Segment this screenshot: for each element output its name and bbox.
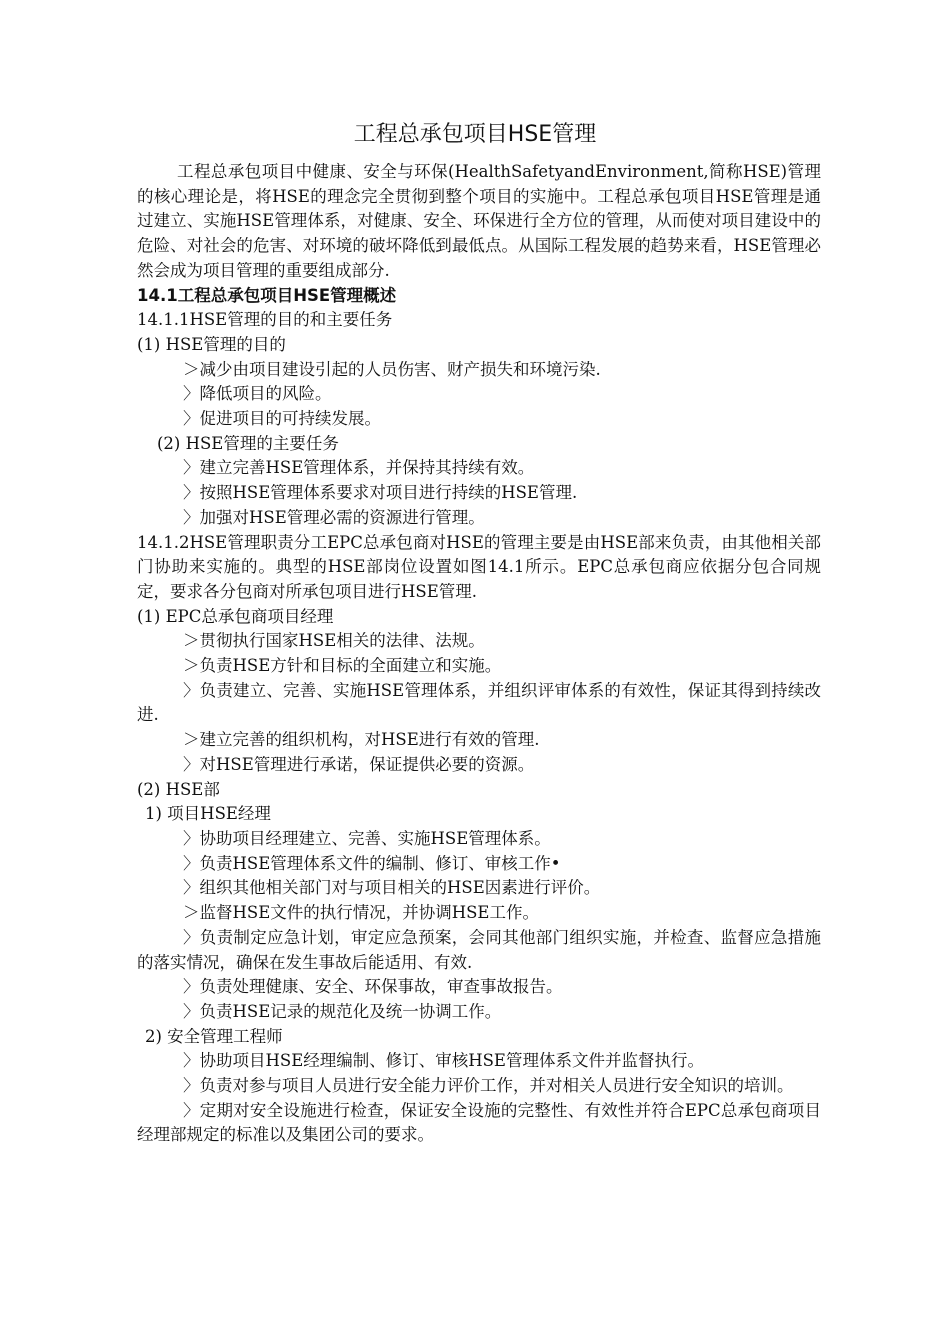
bullet-item: ＞贯彻执行国家HSE相关的法律、法规。 [183, 631, 485, 651]
bullet-item: 〉建立完善HSE管理体系，并保持其持续有效。 [183, 458, 535, 478]
bullet-item: 〉负责建立、完善、实施HSE管理体系，并组织评审体系的有效性，保证其得到持续改进. [137, 680, 821, 725]
bullet-item: 〉负责对参与项目人员进行安全能力评价工作，并对相关人员进行安全知识的培训。 [183, 1076, 794, 1096]
bullet-item: 〉负责HSE记录的规范化及统一协调工作。 [183, 1001, 502, 1021]
role-heading: 1) 项目HSE经理 [145, 804, 271, 824]
list-heading: (2) HSE部 [137, 779, 220, 799]
subsection-heading: 14.1.1HSE管理的目的和主要任务 [137, 310, 393, 330]
list-heading: (1) HSE管理的目的 [137, 334, 286, 354]
bullet-item: 〉降低项目的风险。 [183, 384, 332, 404]
bullet-item: 〉对HSE管理进行承诺，保证提供必要的资源。 [183, 754, 535, 774]
section-heading: 14.1工程总承包项目HSE管理概述 [137, 285, 397, 305]
subsection-paragraph: 14.1.2HSE管理职责分工EPC总承包商对HSE的管理主要是由HSE部来负责，由其他相关部门协助来实施的。典型的HSE部岗位设置如图14.1所示。EPC总承包商应依据分包合同规定，要求各分包商对所承包项目进行HSE管理. [137, 532, 821, 601]
bullet-item: ＞负责HSE方针和目标的全面建立和实施。 [183, 656, 502, 676]
bullet-item: 〉协助项目经理建立、完善、实施HSE管理体系。 [183, 828, 551, 848]
bullet-item: 〉负责处理健康、安全、环保事故，审查事故报告。 [183, 977, 563, 997]
bullet-item: 〉协助项目HSE经理编制、修订、审核HSE管理体系文件并监督执行。 [183, 1051, 704, 1071]
bullet-item: 〉负责HSE管理体系文件的编制、修订、审核工作• [183, 853, 561, 873]
bullet-item: 〉负责制定应急计划，审定应急预案，会同其他部门组织实施，并检查、监督应急措施的落实情况，确保在发生事故后能适用、有效. [137, 927, 821, 972]
bullet-item: ＞监督HSE文件的执行情况，并协调HSE工作。 [183, 903, 539, 923]
list-heading: (1) EPC总承包商项目经理 [137, 606, 334, 626]
intro-paragraph: 工程总承包项目中健康、安全与环保(HealthSafetyandEnvironment,简称HSE)管理的核心理论是，将HSE的理念完全贯彻到整个项目的实施中。工程总承包项目HSE管理是通过建立、实施HSE管理体系，对健康、安全、环保进行全方位的管理，从而使对项目建设中的危险、对社会的危害、对环境的破坏降低到最低点。从国际工程发展的趋势来看，HSE管理必然会成为项目管理的重要组成部分. [137, 162, 821, 280]
bullet-item: ＞建立完善的组织机构，对HSE进行有效的管理. [183, 730, 540, 750]
bullet-item: ＞减少由项目建设引起的人员伤害、财产损失和环境污染. [183, 359, 601, 379]
role-heading: 2) 安全管理工程师 [145, 1026, 283, 1046]
bullet-item: 〉定期对安全设施进行检查，保证安全设施的完整性、有效性并符合EPC总承包商项目经理部规定的标准以及集团公司的要求。 [137, 1100, 821, 1145]
list-heading: (2) HSE管理的主要任务 [157, 433, 339, 453]
bullet-item: 〉促进项目的可持续发展。 [183, 409, 381, 429]
bullet-item: 〉加强对HSE管理必需的资源进行管理。 [183, 507, 485, 527]
document-body [137, 160, 821, 1148]
page-title: 工程总承包项目HSE管理 [353, 122, 597, 147]
bullet-item: 〉按照HSE管理体系要求对项目进行持续的HSE管理. [183, 483, 578, 503]
bullet-item: 〉组织其他相关部门对与项目相关的HSE因素进行评价。 [183, 878, 601, 898]
